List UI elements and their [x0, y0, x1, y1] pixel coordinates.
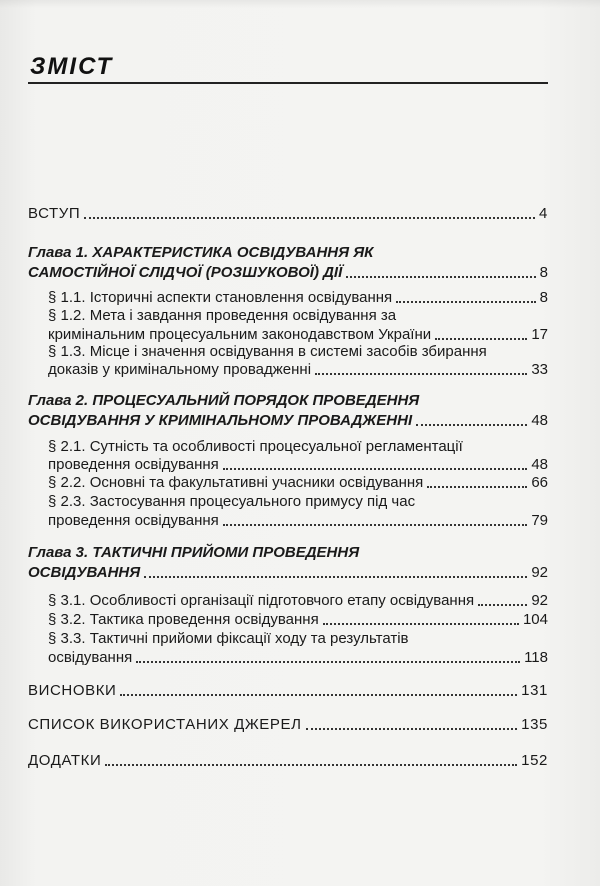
- toc-entry-1-1[interactable]: [48, 289, 548, 307]
- toc-entry-3-3-line1[interactable]: § 3.3. Тактичні прийоми фіксації ходу та результатів: [48, 630, 409, 647]
- dot-leader: [435, 326, 527, 340]
- chapter-3-heading[interactable]: Глава 3. ТАКТИЧНІ ПРИЙОМИ ПРОВЕДЕННЯ: [28, 544, 360, 561]
- toc-entry-label: ВИСНОВКИ: [28, 682, 117, 699]
- toc-entry-3-3[interactable]: [48, 649, 548, 667]
- dot-leader: [223, 512, 528, 526]
- toc-entry-sources[interactable]: [28, 716, 548, 734]
- toc-entry-1-3[interactable]: [48, 361, 548, 379]
- toc-page-number: 48: [531, 412, 548, 429]
- dot-leader: [105, 752, 517, 766]
- dot-leader: [478, 592, 527, 606]
- toc-page-number: 152: [521, 752, 548, 769]
- toc-entry-intro[interactable]: [28, 205, 548, 223]
- dot-leader: [136, 649, 520, 663]
- toc-entry-label: кримінальним процесуальним законодавством України: [48, 326, 432, 343]
- dot-leader: [346, 264, 535, 278]
- toc-entry-label: ВСТУП: [28, 205, 81, 222]
- toc-entry-2-3-line1[interactable]: § 2.3. Застосування процесуального примусу під час: [48, 493, 416, 510]
- toc-entry-2-1[interactable]: [48, 456, 548, 474]
- toc-entry-appendix[interactable]: [28, 752, 548, 770]
- toc-entry-1-2[interactable]: [48, 326, 548, 344]
- toc-page-number: 48: [531, 456, 548, 473]
- toc-entry-label: СПИСОК ВИКОРИСТАНИХ ДЖЕРЕЛ: [28, 716, 302, 733]
- toc-page-number: 79: [531, 512, 548, 529]
- toc-page-number: 92: [531, 564, 548, 581]
- dot-leader: [427, 474, 527, 488]
- toc-entry-label: § 3.2. Тактика проведення освідування: [48, 611, 319, 628]
- toc-page-number: 135: [521, 716, 548, 733]
- toc-page-number: 8: [539, 264, 548, 281]
- toc-entry-label: ОСВІДУВАННЯ У КРИМІНАЛЬНОМУ ПРОВАДЖЕННІ: [28, 412, 413, 429]
- toc-entry-1-3-line1[interactable]: § 1.3. Місце і значення освідування в системі засобів збирання: [48, 343, 487, 360]
- dot-leader: [396, 289, 535, 303]
- toc-entry-2-2[interactable]: [48, 474, 548, 492]
- toc-page-number: 66: [531, 474, 548, 491]
- chapter-2-heading[interactable]: Глава 2. ПРОЦЕСУАЛЬНИЙ ПОРЯДОК ПРОВЕДЕННЯ: [28, 392, 420, 409]
- chapter-1-heading-line2[interactable]: [28, 263, 548, 282]
- toc-page-number: 131: [521, 682, 548, 699]
- dot-leader: [223, 456, 528, 470]
- dot-leader: [144, 564, 527, 578]
- toc-entry-2-3[interactable]: [48, 512, 548, 530]
- toc-entry-label: § 2.2. Основні та факультативні учасники освідування: [48, 474, 424, 491]
- toc-entry-label: доказів у кримінальному провадженні: [48, 361, 312, 378]
- toc-entry-label: проведення освідування: [48, 456, 219, 473]
- toc-entry-label: ДОДАТКИ: [28, 752, 102, 769]
- toc-entry-3-1[interactable]: [48, 592, 548, 610]
- toc-entry-label: § 1.1. Історичні аспекти становлення освідування: [48, 289, 393, 306]
- toc-page-number: 33: [531, 361, 548, 378]
- dot-leader: [120, 682, 517, 696]
- dot-leader: [315, 361, 527, 375]
- toc-entry-3-2[interactable]: [48, 611, 548, 629]
- toc-entry-label: § 3.1. Особливості організації підготовчого етапу освідування: [48, 592, 475, 609]
- page-title: ЗМІСТ: [30, 53, 114, 80]
- toc-entry-1-2-line1[interactable]: § 1.2. Мета і завдання проведення освідування за: [48, 307, 397, 324]
- chapter-1-heading[interactable]: Глава 1. ХАРАКТЕРИСТИКА ОСВІДУВАННЯ ЯК: [28, 244, 374, 261]
- dot-leader: [416, 412, 527, 426]
- toc-page-number: 118: [524, 649, 548, 666]
- chapter-3-heading-line2[interactable]: [28, 563, 548, 582]
- chapter-2-heading-line2[interactable]: [28, 411, 548, 430]
- toc-entry-label: ОСВІДУВАННЯ: [28, 564, 141, 581]
- toc-entry-label: проведення освідування: [48, 512, 219, 529]
- toc-entry-2-1-line1[interactable]: § 2.1. Сутність та особливості процесуальної регламентації: [48, 438, 463, 455]
- toc-page-number: 92: [531, 592, 548, 609]
- dot-leader: [84, 205, 535, 219]
- toc-entry-label: освідування: [48, 649, 133, 666]
- dot-leader: [306, 716, 518, 730]
- toc-entry-conclusions[interactable]: [28, 682, 548, 700]
- toc-entry-label: САМОСТІЙНОЇ СЛІДЧОЇ (РОЗШУКОВОЇ) ДІЇ: [28, 264, 343, 281]
- toc-page-number: 17: [531, 326, 548, 343]
- dot-leader: [323, 611, 519, 625]
- toc-page-number: 8: [539, 289, 548, 306]
- toc-page-number: 4: [539, 205, 548, 222]
- toc-page-number: 104: [522, 611, 548, 628]
